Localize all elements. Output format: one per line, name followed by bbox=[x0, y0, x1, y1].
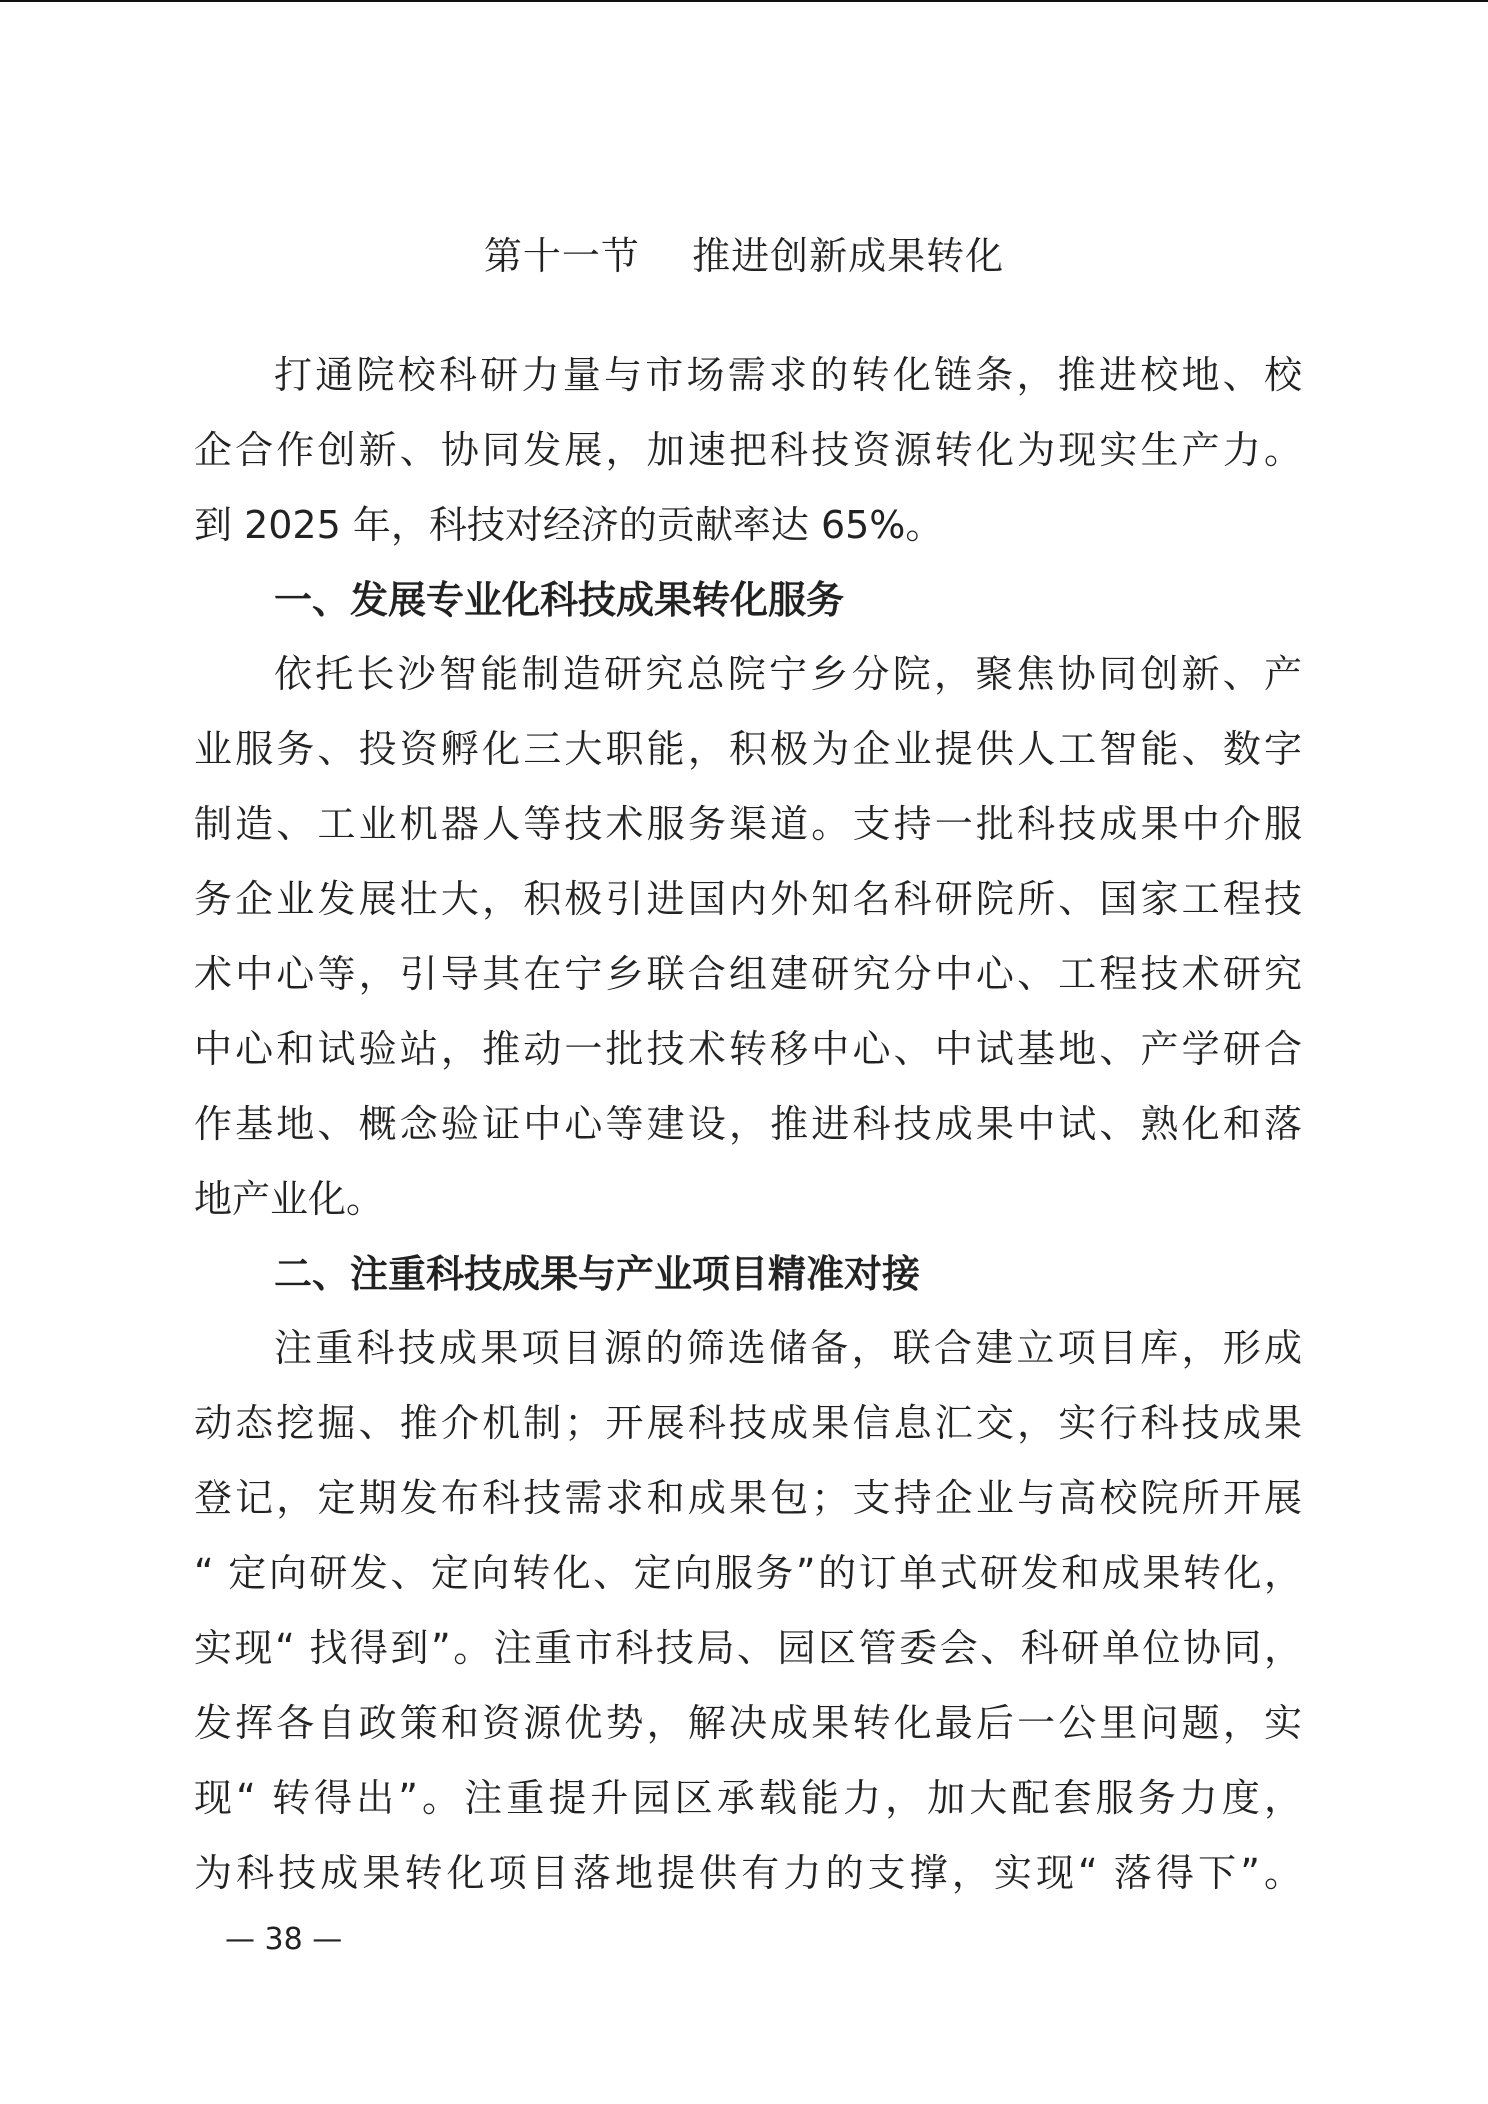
paragraph-2-line-2: 业服务、投资孵化三大职能，积极为企业提供人工智能、数字 bbox=[194, 727, 1302, 771]
paragraph-1-line-1: 打通院校科研力量与市场需求的转化链条，推进校地、校 bbox=[274, 353, 1302, 397]
paragraph-3-line-4: “ 定向研发、定向转化、定向服务”的订单式研发和成果转化， bbox=[194, 1551, 1302, 1595]
paragraph-2-line-1: 依托长沙智能制造研究总院宁乡分院，聚焦协同创新、产 bbox=[274, 652, 1302, 696]
paragraph-3 bbox=[194, 1311, 1302, 1911]
paragraph-1-line-3: 到 2025 年，科技对经济的贡献率达 65%。 bbox=[194, 503, 944, 547]
section-title: 第十一节 推进创新成果转化 bbox=[483, 234, 1005, 278]
paragraph-2-line-3: 制造、工业机器人等技术服务渠道。支持一批科技成果中介服 bbox=[194, 802, 1302, 846]
paragraph-3-line-7: 现“ 转得出”。注重提升园区承载能力，加大配套服务力度， bbox=[194, 1776, 1302, 1820]
paragraph-1-line-2: 企合作创新、协同发展，加速把科技资源转化为现实生产力。 bbox=[194, 428, 1302, 472]
paragraph-2-line-5: 术中心等，引导其在宁乡联合组建研究分中心、工程技术研究 bbox=[194, 952, 1302, 996]
paragraph-2-line-6: 中心和试验站，推动一批技术转移中心、中试基地、产学研合 bbox=[194, 1027, 1302, 1071]
heading-1-block bbox=[194, 563, 1302, 638]
paragraph-2-line-4: 务企业发展壮大，积极引进国内外知名科研院所、国家工程技 bbox=[194, 877, 1302, 921]
page-number: — 38 — bbox=[225, 1922, 343, 1957]
paragraph-3-line-1: 注重科技成果项目源的筛选储备，联合建立项目库，形成 bbox=[274, 1326, 1302, 1370]
paragraph-3-line-5: 实现“ 找得到”。注重市科技局、园区管委会、科研单位协同， bbox=[194, 1626, 1302, 1670]
paragraph-2-line-8: 地产业化。 bbox=[194, 1177, 385, 1221]
paragraph-1 bbox=[194, 338, 1302, 563]
heading-2-block bbox=[194, 1237, 1302, 1312]
paragraph-3-line-2: 动态挖掘、推介机制；开展科技成果信息汇交，实行科技成果 bbox=[194, 1401, 1302, 1445]
paragraph-2-line-7: 作基地、概念验证中心等建设，推进科技成果中试、熟化和落 bbox=[194, 1102, 1302, 1146]
heading-2: 二、注重科技成果与产业项目精准对接 bbox=[274, 1252, 921, 1296]
paragraph-3-line-6: 发挥各自政策和资源优势，解决成果转化最后一公里问题，实 bbox=[194, 1701, 1302, 1745]
paragraph-3-line-8: 为科技成果转化项目落地提供有力的支撑，实现“ 落得下”。 bbox=[194, 1851, 1302, 1895]
paragraph-2 bbox=[194, 637, 1302, 1237]
heading-1: 一、发展专业化科技成果转化服务 bbox=[274, 578, 845, 622]
paragraph-3-line-3: 登记，定期发布科技需求和成果包；支持企业与高校院所开展 bbox=[194, 1476, 1302, 1520]
